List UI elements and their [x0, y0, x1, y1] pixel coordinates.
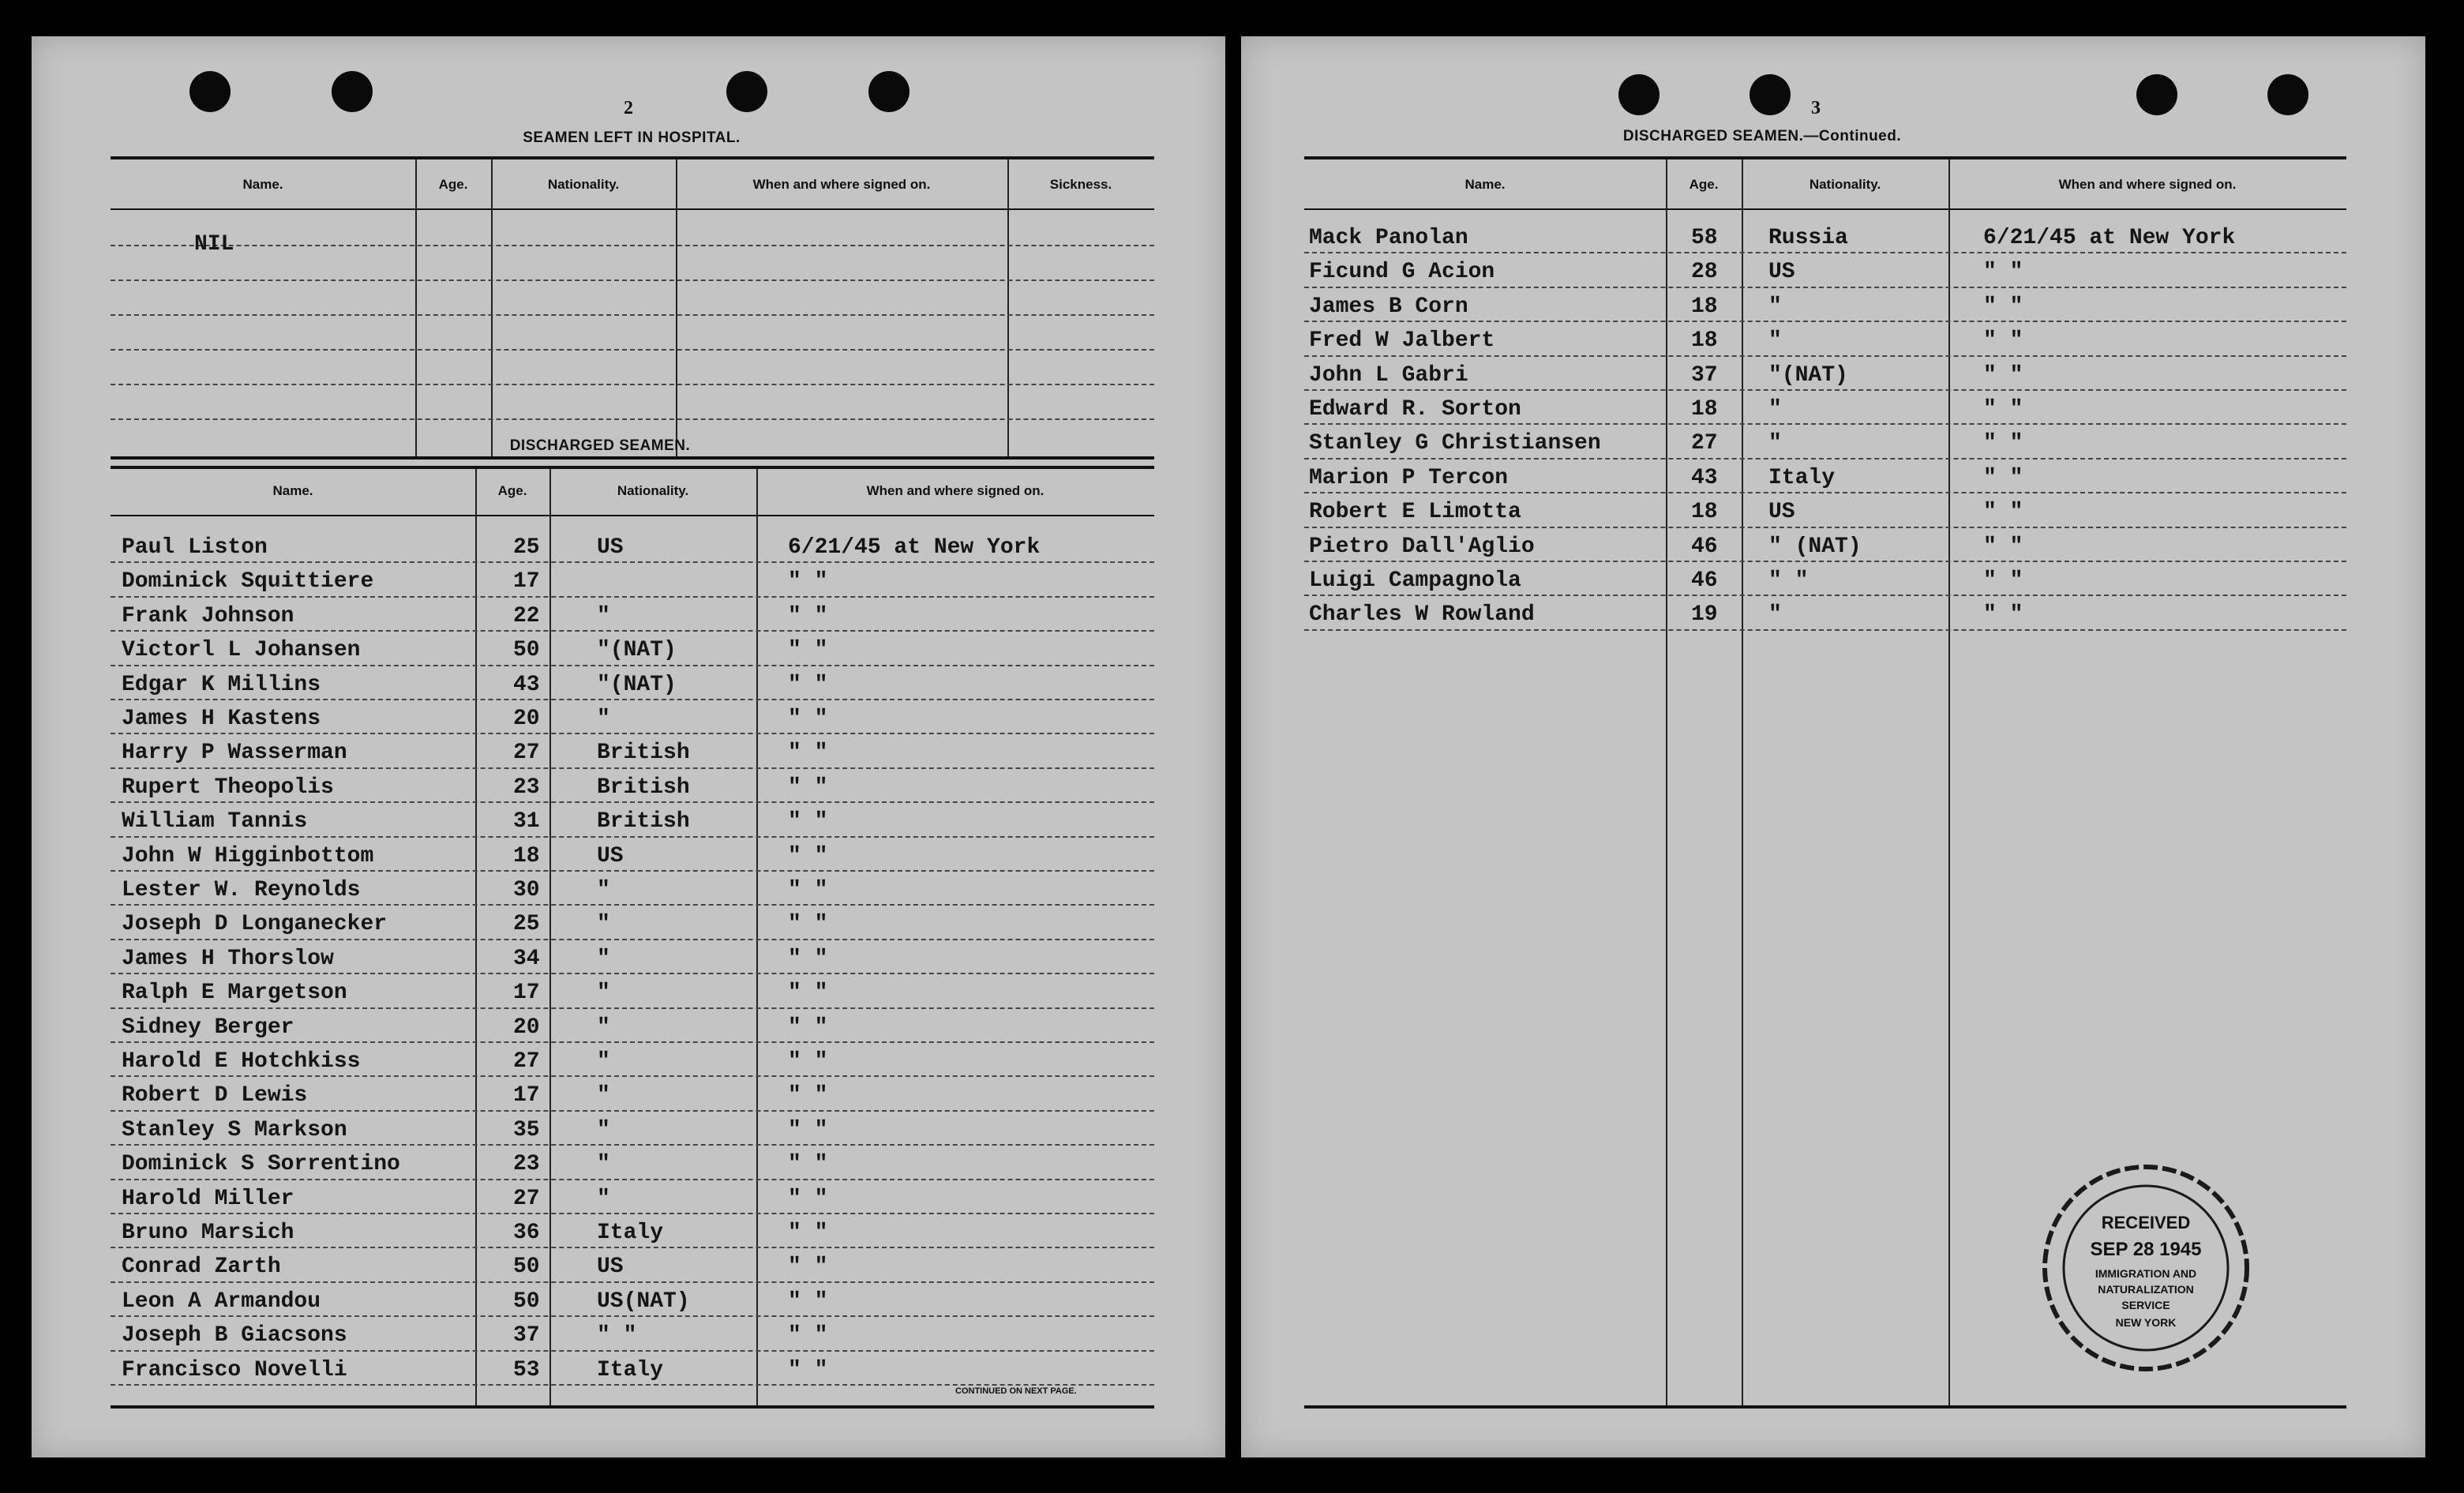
seaman-nationality: US: [1768, 500, 1795, 525]
seaman-nationality: ": [597, 946, 610, 971]
seaman-name: Harry P Wasserman: [122, 741, 347, 766]
seaman-age: 27: [513, 1049, 540, 1074]
hospital-entry: NIL: [194, 232, 234, 257]
table-bottom-rule: [111, 1405, 1154, 1409]
row-line: [1304, 321, 2346, 322]
seaman-nationality: ": [1768, 328, 1782, 354]
punch-hole: [868, 71, 909, 112]
row-line: [111, 1384, 1154, 1386]
seaman-name: Marion P Tercon: [1309, 465, 1509, 490]
seaman-name: Rupert Theopolis: [122, 775, 334, 800]
header-rule: [111, 515, 1154, 516]
page-number: 3: [1811, 98, 1821, 118]
seaman-nationality: US: [597, 535, 624, 560]
row-line: [1304, 492, 2346, 493]
seaman-signed-on: " ": [788, 1015, 828, 1040]
row-line: [111, 904, 1154, 906]
row-line: [111, 279, 1154, 281]
table-bottom-rule: [111, 456, 1154, 460]
seaman-nationality: ": [1768, 294, 1782, 319]
seaman-age: 28: [1691, 260, 1718, 285]
row-line: [111, 1075, 1154, 1077]
seaman-name: Pietro Dall'Aglio: [1309, 534, 1535, 559]
seaman-name: Ralph E Margetson: [122, 981, 347, 1006]
punch-hole: [189, 71, 231, 112]
seaman-age: 37: [513, 1323, 540, 1349]
seaman-age: 37: [1691, 362, 1718, 388]
punch-hole: [2267, 74, 2308, 115]
seaman-age: 23: [513, 1152, 540, 1177]
seaman-nationality: British: [597, 809, 690, 835]
seaman-nationality: "(NAT): [1768, 362, 1848, 388]
column-divider: [1742, 159, 1743, 1407]
seaman-signed-on: " ": [788, 1255, 828, 1280]
col-age: Age.: [438, 177, 468, 192]
seaman-age: 27: [513, 741, 540, 766]
column-divider: [491, 159, 493, 460]
seaman-nationality: Italy: [597, 1221, 664, 1245]
punch-hole: [332, 71, 373, 112]
seaman-signed-on: " ": [788, 1152, 828, 1177]
punch-hole: [2136, 74, 2177, 115]
seaman-nationality: " ": [1768, 568, 1809, 593]
seaman-signed-on: " ": [1983, 465, 2023, 490]
row-line: [111, 870, 1154, 872]
seaman-signed-on: " ": [788, 1323, 828, 1349]
seaman-name: James H Thorslow: [122, 946, 334, 971]
seaman-name: Conrad Zarth: [122, 1255, 281, 1280]
seaman-age: 18: [1691, 500, 1718, 525]
seaman-nationality: ": [597, 981, 610, 1006]
seaman-name: Paul Liston: [122, 535, 268, 560]
seaman-nationality: ": [1768, 397, 1782, 422]
seaman-name: Bruno Marsich: [122, 1221, 294, 1245]
seaman-name: James H Kastens: [122, 707, 321, 731]
col-nationality: Nationality.: [617, 483, 689, 498]
seaman-signed-on: " ": [788, 603, 828, 628]
seaman-nationality: " ": [597, 1323, 637, 1349]
row-line: [111, 314, 1154, 316]
row-line: [111, 973, 1154, 974]
seaman-nationality: ": [597, 603, 610, 628]
seaman-age: 18: [1691, 294, 1718, 319]
seaman-age: 35: [513, 1117, 540, 1142]
seaman-age: 22: [513, 603, 540, 628]
row-line: [1304, 287, 2346, 288]
seaman-age: 20: [513, 1015, 540, 1040]
seaman-signed-on: " ": [788, 1049, 828, 1074]
seaman-nationality: "(NAT): [597, 638, 677, 663]
seaman-nationality: ": [1768, 602, 1782, 628]
col-name: Name.: [1465, 177, 1506, 192]
seaman-name: Sidney Berger: [122, 1015, 294, 1040]
seaman-signed-on: " ": [1983, 362, 2023, 388]
seaman-nationality: "(NAT): [597, 672, 677, 697]
seaman-nationality: British: [597, 775, 690, 800]
seaman-signed-on: " ": [1983, 500, 2023, 525]
continued-note: CONTINUED ON NEXT PAGE.: [955, 1386, 1077, 1396]
seaman-nationality: Russia: [1768, 226, 1848, 250]
seaman-signed-on: " ": [788, 809, 828, 835]
row-line: [1304, 595, 2346, 596]
table-bottom-rule: [1304, 1405, 2346, 1409]
seaman-name: Frank Johnson: [122, 603, 294, 628]
seaman-name: Joseph B Giacsons: [122, 1323, 347, 1349]
seaman-age: 20: [513, 707, 540, 731]
seaman-name: Charles W Rowland: [1309, 602, 1535, 628]
seaman-age: 50: [513, 638, 540, 663]
row-line: [111, 767, 1154, 769]
table-top-rule: [111, 466, 1154, 469]
row-line: [111, 939, 1154, 940]
row-line: [1304, 561, 2346, 562]
seaman-name: Robert D Lewis: [122, 1083, 308, 1108]
row-line: [111, 1007, 1154, 1009]
seaman-nationality: " (NAT): [1768, 534, 1862, 559]
seaman-signed-on: " ": [1983, 568, 2023, 593]
seaman-age: 43: [513, 672, 540, 697]
seaman-name: Joseph D Longanecker: [122, 912, 388, 937]
seaman-signed-on: 6/21/45 at New York: [1983, 226, 2236, 250]
seaman-name: Fred W Jalbert: [1309, 328, 1495, 354]
seaman-name: John W Higginbottom: [122, 843, 374, 868]
seaman-nationality: ": [597, 707, 610, 731]
column-divider: [1948, 159, 1950, 1407]
row-line: [1304, 355, 2346, 357]
row-line: [111, 1110, 1154, 1112]
row-line: [1304, 527, 2346, 528]
seaman-signed-on: " ": [1983, 397, 2023, 422]
seaman-age: 19: [1691, 602, 1718, 628]
row-line: [111, 1350, 1154, 1352]
row-line: [1304, 423, 2346, 425]
row-line: [111, 418, 1154, 420]
left-page: [32, 36, 1225, 1457]
table-top-rule: [1304, 156, 2346, 159]
row-line: [111, 630, 1154, 632]
stamp-agency-3: SERVICE: [2121, 1299, 2170, 1311]
col-signed-on: When and where signed on.: [752, 177, 931, 192]
seaman-name: Lester W. Reynolds: [122, 878, 361, 902]
seaman-signed-on: " ": [1983, 260, 2023, 285]
punch-hole: [726, 71, 767, 112]
seaman-signed-on: " ": [1983, 602, 2023, 628]
discharged-continued-title: DISCHARGED SEAMEN.—Continued.: [1622, 128, 1902, 144]
seaman-signed-on: " ": [1983, 294, 2023, 319]
column-divider: [1007, 159, 1009, 460]
seaman-signed-on: " ": [788, 1357, 828, 1382]
seaman-signed-on: " ": [1983, 328, 2023, 354]
seaman-age: 25: [513, 535, 540, 560]
seaman-nationality: ": [597, 1186, 610, 1211]
punch-hole: [1750, 74, 1791, 115]
seaman-signed-on: " ": [788, 1186, 828, 1211]
seaman-age: 18: [1691, 328, 1718, 354]
row-line: [111, 733, 1154, 734]
seaman-name: Dominick Squittiere: [122, 569, 374, 595]
col-name: Name.: [242, 177, 283, 192]
row-line: [111, 699, 1154, 700]
seaman-signed-on: " ": [1983, 431, 2023, 456]
col-age: Age.: [1689, 177, 1719, 192]
column-divider: [676, 159, 677, 460]
seaman-name: Luigi Campagnola: [1309, 568, 1521, 593]
row-line: [111, 245, 1154, 246]
col-sickness: Sickness.: [1049, 177, 1112, 192]
row-line: [111, 349, 1154, 351]
seaman-signed-on: " ": [788, 878, 828, 902]
seaman-nationality: ": [597, 1015, 610, 1040]
seaman-age: 17: [513, 569, 540, 595]
row-line: [111, 1179, 1154, 1180]
seaman-nationality: US: [1768, 260, 1795, 285]
seaman-age: 18: [1691, 397, 1718, 422]
seaman-name: Mack Panolan: [1309, 226, 1468, 250]
seaman-age: 46: [1691, 534, 1718, 559]
seaman-nationality: US(NAT): [597, 1289, 690, 1314]
header-rule: [1304, 208, 2346, 210]
seaman-name: Stanley S Markson: [122, 1117, 347, 1142]
seaman-age: 58: [1691, 226, 1718, 250]
seaman-signed-on: " ": [788, 741, 828, 766]
seaman-name: James B Corn: [1309, 294, 1468, 319]
row-line: [111, 384, 1154, 385]
seaman-age: 23: [513, 775, 540, 800]
seaman-signed-on: " ": [788, 569, 828, 595]
discharged-section-title: DISCHARGED SEAMEN.: [509, 437, 691, 454]
seaman-signed-on: 6/21/45 at New York: [788, 535, 1041, 560]
seaman-age: 18: [513, 843, 540, 868]
seaman-nationality: British: [597, 741, 690, 766]
seaman-signed-on: " ": [788, 843, 828, 868]
seaman-name: Harold E Hotchkiss: [122, 1049, 361, 1074]
seaman-nationality: Italy: [597, 1357, 664, 1382]
seaman-signed-on: " ": [788, 775, 828, 800]
seaman-nationality: ": [597, 1049, 610, 1074]
seaman-name: Dominick S Sorrentino: [122, 1152, 400, 1177]
seaman-signed-on: " ": [788, 1117, 828, 1142]
row-line: [111, 1315, 1154, 1317]
received-stamp: [2035, 1157, 2256, 1379]
table-top-rule: [111, 156, 1154, 159]
seaman-nationality: ": [597, 1117, 610, 1142]
seaman-nationality: Italy: [1768, 465, 1836, 490]
col-signed-on: When and where signed on.: [866, 483, 1044, 498]
seaman-age: 25: [513, 912, 540, 937]
seaman-signed-on: " ": [788, 638, 828, 663]
seaman-nationality: ": [597, 878, 610, 902]
stamp-agency-1: IMMIGRATION AND: [2095, 1267, 2197, 1280]
seaman-age: 27: [513, 1186, 540, 1211]
row-line: [111, 801, 1154, 803]
row-line: [111, 665, 1154, 666]
row-line: [111, 836, 1154, 838]
col-name: Name.: [272, 483, 313, 498]
seaman-age: 31: [513, 809, 540, 835]
seaman-name: Harold Miller: [122, 1186, 294, 1211]
seaman-name: John L Gabri: [1309, 362, 1468, 388]
column-divider: [415, 159, 417, 460]
row-line: [111, 1041, 1154, 1043]
row-line: [1304, 252, 2346, 253]
seaman-nationality: ": [597, 912, 610, 937]
seaman-age: 17: [513, 981, 540, 1006]
seaman-age: 50: [513, 1289, 540, 1314]
row-line: [111, 1144, 1154, 1146]
row-line: [111, 596, 1154, 598]
stamp-date: SEP 28 1945: [2090, 1239, 2202, 1260]
seaman-nationality: ": [597, 1083, 610, 1108]
row-line: [111, 1247, 1154, 1248]
seaman-name: Stanley G Christiansen: [1309, 431, 1601, 456]
seaman-nationality: ": [597, 1152, 610, 1177]
page-number: 2: [624, 98, 633, 118]
col-nationality: Nationality.: [1809, 177, 1881, 192]
hospital-section-title: SEAMEN LEFT IN HOSPITAL.: [523, 129, 741, 146]
col-signed-on: When and where signed on.: [2058, 177, 2237, 192]
seaman-age: 46: [1691, 568, 1718, 593]
seaman-name: Robert E Limotta: [1309, 500, 1521, 525]
stamp-agency-2: NATURALIZATION: [2098, 1283, 2194, 1296]
row-line: [111, 1213, 1154, 1214]
seaman-signed-on: " ": [788, 672, 828, 697]
seaman-age: 43: [1691, 465, 1718, 490]
seaman-name: Edward R. Sorton: [1309, 397, 1521, 422]
stamp-received: RECEIVED: [2101, 1213, 2191, 1232]
row-line: [111, 1281, 1154, 1283]
seaman-age: 50: [513, 1255, 540, 1280]
seaman-signed-on: " ": [788, 981, 828, 1006]
seaman-name: Francisco Novelli: [122, 1357, 347, 1382]
row-line: [1304, 458, 2346, 460]
punch-hole: [1618, 74, 1660, 115]
seaman-signed-on: " ": [788, 707, 828, 731]
seaman-signed-on: " ": [788, 912, 828, 937]
seaman-name: William Tannis: [122, 809, 308, 835]
seaman-signed-on: " ": [788, 946, 828, 971]
stamp-city: NEW YORK: [2115, 1316, 2177, 1329]
row-line: [1304, 389, 2346, 391]
col-nationality: Nationality.: [547, 177, 620, 192]
seaman-signed-on: " ": [788, 1221, 828, 1245]
seaman-nationality: US: [597, 843, 624, 868]
seaman-name: Ficund G Acion: [1309, 260, 1495, 285]
column-divider: [1666, 159, 1667, 1407]
seaman-name: Leon A Armandou: [122, 1289, 321, 1314]
seaman-age: 34: [513, 946, 540, 971]
seaman-age: 17: [513, 1083, 540, 1108]
seaman-signed-on: " ": [788, 1083, 828, 1108]
seaman-name: Victorl L Johansen: [122, 638, 361, 663]
row-line: [111, 561, 1154, 563]
seaman-age: 53: [513, 1357, 540, 1382]
row-line: [1304, 629, 2346, 631]
col-age: Age.: [497, 483, 527, 498]
seaman-age: 36: [513, 1221, 540, 1245]
seaman-signed-on: " ": [788, 1289, 828, 1314]
seaman-name: Edgar K Millins: [122, 672, 321, 697]
seaman-nationality: US: [597, 1255, 624, 1280]
seaman-signed-on: " ": [1983, 534, 2023, 559]
seaman-age: 30: [513, 878, 540, 902]
header-rule: [111, 208, 1154, 210]
seaman-nationality: ": [1768, 431, 1782, 456]
seaman-age: 27: [1691, 431, 1718, 456]
